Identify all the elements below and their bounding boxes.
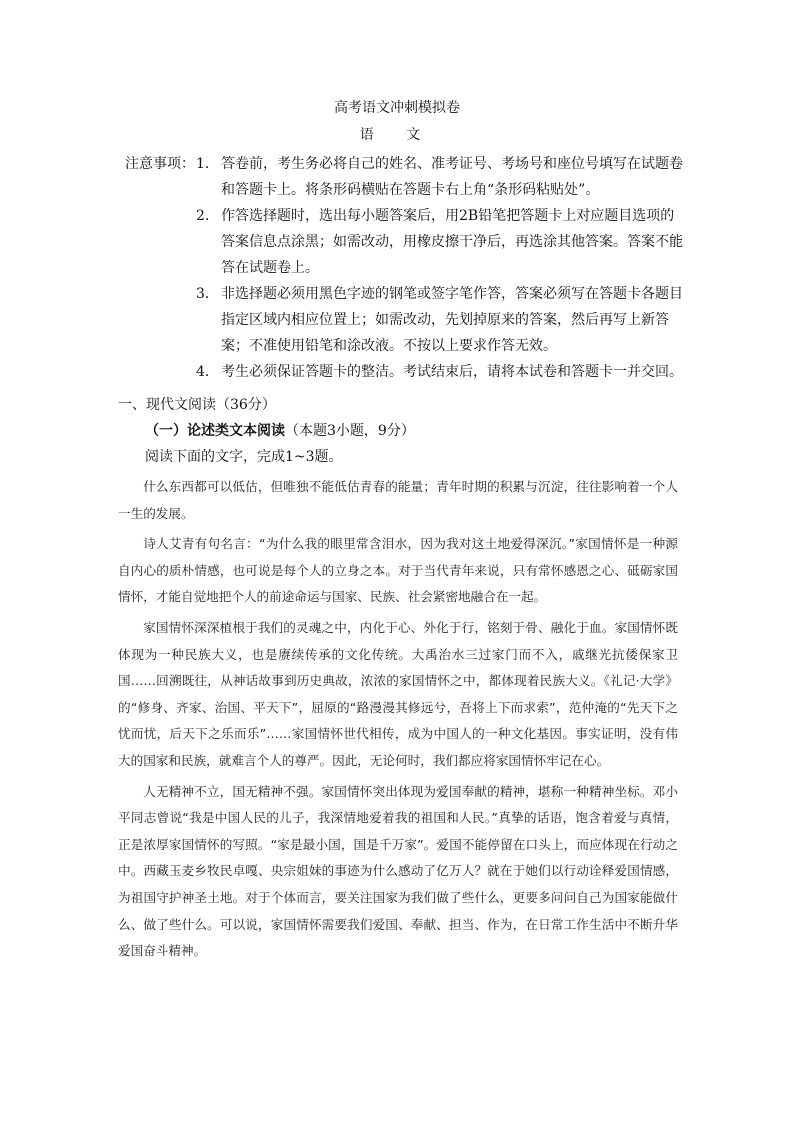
passage-paragraph: 家国情怀深深植根于我们的灵魂之中，内化于心、外化于行，铭刻于骨、融化于血。家国情怀既体现为一种民族大义，也是赓续传承的文化传统。大禹治水三过家门而不入，戚继光抗倭保家卫国……回溯既往，从神话故事到历史典故，浓浓的家国情怀之中，都体现着民族大义。《礼记·大学》的“修身、齐家、治国、平天下”，屈原的“路漫漫其修远兮，吾将上下而求索”，范仲淹的“先天下之忧而忧，后天下之乐而乐”……家国情怀世代相传，成为中国人的一种文化基因。事实证明，没有伟大的国家和民族，就难言个人的尊严。因此，无论何时，我们都应将家国情怀牢记在心。: [118, 619, 678, 768]
notice-item: [196, 359, 685, 385]
notice-label: 注意事项：: [125, 156, 195, 172]
reading-instruction: 阅读下面的文字，完成1~3题。: [145, 449, 343, 465]
notice-item-text: 考生必须保证答题卡的整洁。考试结束后，请将本试卷和答题卡一并交回。: [221, 364, 683, 380]
subsection-heading: [145, 419, 415, 443]
notice-item: [196, 281, 685, 359]
section-heading: 一、现代文阅读（36分）: [118, 397, 276, 413]
subsection-label: （一）论述类文本阅读: [145, 423, 285, 439]
passage-paragraph: 人无精神不立，国无精神不强。家国情怀突出体现为爱国奉献的精神，堪称一种精神坐标。邓小平同志曾说“我是中国人民的儿子，我深情地爱着我的祖国和人民。”真挚的话语，饱含着爱与真情，正是浓厚家国情怀的写照。“家是最小国，国是千万家”。爱国不能停留在口头上，而应体现在行动之中。西藏玉麦乡牧民卓嘎、央宗姐妹的事迹为什么感动了亿万人？就在于她们以行动诠释爱国情感，为祖国守护神圣土地。对于个体而言，要关注国家为我们做了些什么，更要多问问自己为国家能做什么、做了些什么。可以说，家国情怀需要我们爱国、奉献、担当、作为，在日常工作生活中不断升华爱国奋斗精神。: [118, 783, 678, 959]
subject-title: 语 文: [359, 127, 435, 143]
notice-item-number: 3．: [196, 286, 219, 302]
notice-item: [196, 203, 685, 281]
exam-title: 高考语文冲刺模拟卷: [334, 100, 460, 116]
notice-item-text: 作答选择题时，选出每小题答案后，用2B铅笔把答题卡上对应题目选项的答案信息点涂黑；如需改动，用橡皮擦干净后，再选涂其他答案。答案不能答在试题卷上。: [221, 208, 683, 276]
reading-passage: [118, 474, 678, 969]
notice-item-text: 答卷前，考生务必将自己的姓名、准考证号、考场号和座位号填写在试题卷和答题卡上。将条形码横贴在答题卡右上角“条形码粘贴处”。: [221, 156, 683, 198]
notice-item-number: 4．: [196, 364, 219, 380]
notice-item-number: 2．: [196, 208, 219, 224]
notice-item-text: 非选择题必须用黑色字迹的钢笔或签字笔作答，答案必须写在答题卡各题目指定区域内相应位置上；如需改动，先划掉原来的答案，然后再写上新答案；不准使用铅笔和涂改液。不按以上要求作答无效。: [221, 286, 683, 354]
passage-paragraph: 诗人艾青有句名言：“为什么我的眼里常含泪水，因为我对这土地爱得深沉。”家国情怀是一种源自内心的质朴情感，也可说是每个人的立身之本。对于当代青年来说，只有常怀感恩之心、砥砺家国情怀，才能自觉地把个人的前途命运与国家、民族、社会紧密地融合在一起。: [118, 536, 678, 605]
subsection-detail: （本题3小题，9分）: [285, 423, 415, 439]
passage-paragraph: 什么东西都可以低估，但唯独不能低估青春的能量；青年时期的积累与沉淀，往往影响着一个人一生的发展。: [118, 479, 678, 521]
notice-block: [125, 151, 685, 385]
notice-item: [196, 151, 685, 203]
notice-item-number: 1．: [196, 156, 219, 172]
